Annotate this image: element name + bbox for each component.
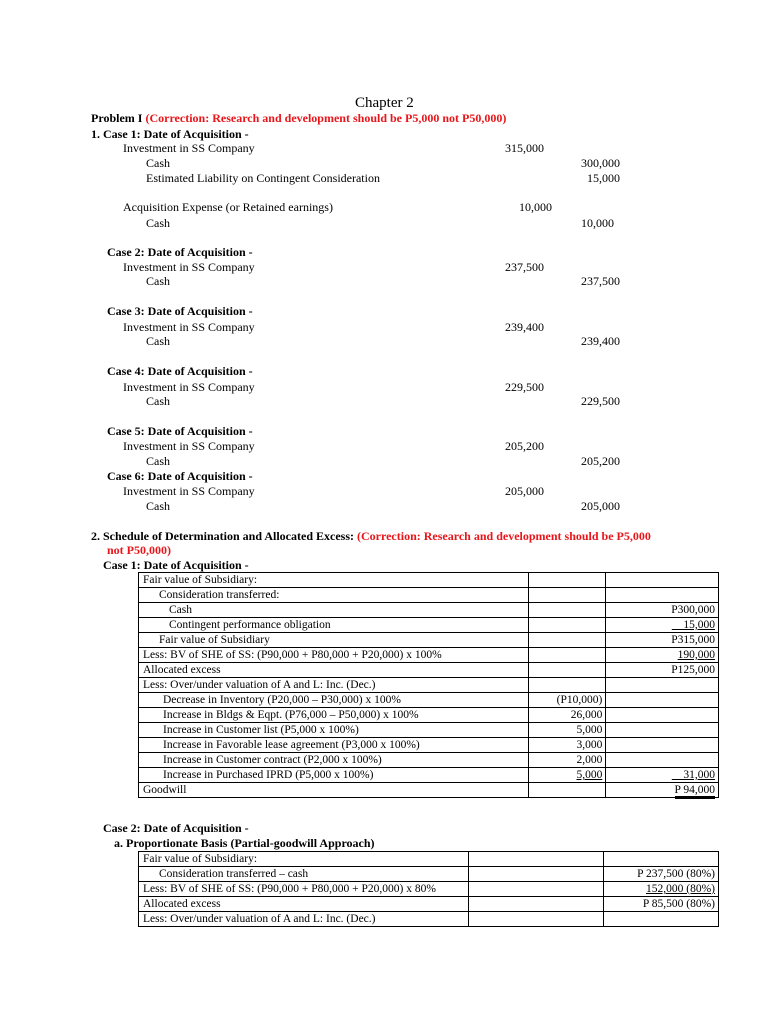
entry-account: Investment in SS Company [123, 380, 255, 394]
entry-credit: 10,000 [581, 216, 614, 230]
section-2-correction-cont: not P50,000) [107, 543, 171, 557]
section-1-heading: 1. Case 1: Date of Acquisition - [91, 127, 249, 141]
row-mid [528, 648, 606, 663]
table-row [139, 588, 719, 603]
table-row [139, 618, 719, 633]
row-mid [468, 867, 603, 882]
row-right: P 237,500 (80%) [604, 867, 719, 882]
row-right [604, 852, 719, 867]
goodwill-total: P 94,000 [675, 784, 715, 799]
row-right [606, 753, 719, 768]
entry-credit: 229,500 [581, 394, 620, 408]
section-2-correction: (Correction: Research and development should be P5,000 [357, 529, 651, 543]
row-mid: 26,000 [528, 708, 606, 723]
row-mid: 5,000 [528, 723, 606, 738]
entry-account: Cash [146, 499, 170, 513]
entry-account: Investment in SS Company [123, 260, 255, 274]
row-label: Goodwill [139, 783, 529, 798]
row-mid [528, 573, 606, 588]
row-label: Contingent performance obligation [139, 618, 529, 633]
entry-debit: 239,400 [505, 320, 544, 334]
row-mid [528, 633, 606, 648]
table-row [139, 603, 719, 618]
row-right [606, 588, 719, 603]
row-right [606, 693, 719, 708]
row-right: P125,000 [606, 663, 719, 678]
table-row [139, 867, 719, 882]
row-label: Allocated excess [139, 663, 529, 678]
entry-debit: 237,500 [505, 260, 544, 274]
row-mid [468, 912, 603, 927]
table-row [139, 897, 719, 912]
row-label: Fair value of Subsidiary [139, 633, 529, 648]
row-mid [528, 783, 606, 798]
case-subheading: a. Proportionate Basis (Partial-goodwill Approach) [114, 836, 375, 850]
row-label: Allocated excess [139, 897, 469, 912]
row-label: Less: BV of SHE of SS: (P90,000 + P80,000 + P20,000) x 80% [139, 882, 469, 897]
page-title: Chapter 2 [355, 95, 414, 111]
entry-debit: 205,200 [505, 439, 544, 453]
row-mid: 5,000 [528, 768, 606, 783]
row-right: 152,000 (80%) [604, 882, 719, 897]
row-label: Consideration transferred: [139, 588, 529, 603]
allocation-table-case1 [138, 572, 719, 798]
row-mid [528, 618, 606, 633]
table-row [139, 852, 719, 867]
table-row [139, 783, 719, 798]
row-mid: (P10,000) [528, 693, 606, 708]
row-label: Less: Over/under valuation of A and L: Inc. (Dec.) [139, 678, 529, 693]
case-heading: Case 4: Date of Acquisition - [107, 364, 253, 378]
entry-debit: 10,000 [519, 200, 552, 214]
row-label: Fair value of Subsidiary: [139, 852, 469, 867]
row-label: Increase in Favorable lease agreement (P3,000 x 100%) [139, 738, 529, 753]
entry-credit: 205,000 [581, 499, 620, 513]
row-right [606, 708, 719, 723]
entry-account: Investment in SS Company [123, 320, 255, 334]
row-mid [468, 882, 603, 897]
problem-heading [91, 111, 506, 125]
case-heading: Case 3: Date of Acquisition - [107, 304, 253, 318]
row-label: Cash [139, 603, 529, 618]
row-right: P315,000 [606, 633, 719, 648]
row-label: Less: BV of SHE of SS: (P90,000 + P80,000 + P20,000) x 100% [139, 648, 529, 663]
table-row [139, 663, 719, 678]
row-right [606, 738, 719, 753]
entry-debit: 205,000 [505, 484, 544, 498]
table-row [139, 678, 719, 693]
entry-account: Investment in SS Company [123, 439, 255, 453]
row-right: 190,000 [606, 648, 719, 663]
table-row [139, 882, 719, 897]
table-row [139, 633, 719, 648]
entry-account: Cash [146, 454, 170, 468]
entry-credit: 237,500 [581, 274, 620, 288]
row-right [604, 912, 719, 927]
table-row [139, 912, 719, 927]
case-heading: Case 1: Date of Acquisition - [103, 558, 249, 572]
section-2-label: 2. Schedule of Determination and Allocated Excess: [91, 529, 357, 543]
case-heading: Case 2: Date of Acquisition - [107, 245, 253, 259]
table-row [139, 693, 719, 708]
entry-debit: 229,500 [505, 380, 544, 394]
entry-account: Cash [146, 216, 170, 230]
row-label: Less: Over/under valuation of A and L: Inc. (Dec.) [139, 912, 469, 927]
problem-label: Problem I [91, 111, 146, 125]
row-right: P300,000 [606, 603, 719, 618]
problem-correction: (Correction: Research and development should be P5,000 not P50,000) [145, 111, 507, 125]
entry-account: Acquisition Expense (or Retained earnings) [123, 200, 333, 214]
table-row [139, 768, 719, 783]
entry-account: Cash [146, 334, 170, 348]
table-row [139, 708, 719, 723]
row-right: __15,000 [606, 618, 719, 633]
row-mid [528, 678, 606, 693]
entry-account: Estimated Liability on Contingent Consideration [146, 171, 380, 185]
row-label: Consideration transferred – cash [139, 867, 469, 882]
allocation-table-case2 [138, 851, 719, 927]
case-heading: Case 2: Date of Acquisition - [103, 821, 249, 835]
table-row [139, 573, 719, 588]
row-label: Increase in Bldgs & Eqpt. (P76,000 – P50,000) x 100% [139, 708, 529, 723]
row-label: Increase in Customer contract (P2,000 x 100%) [139, 753, 529, 768]
row-mid: 3,000 [528, 738, 606, 753]
entry-credit: 15,000 [587, 171, 620, 185]
entry-account: Cash [146, 394, 170, 408]
entry-account: Investment in SS Company [123, 484, 255, 498]
row-right: __31,000 [606, 768, 719, 783]
table-row [139, 738, 719, 753]
row-right: P 85,500 (80%) [604, 897, 719, 912]
row-mid [528, 588, 606, 603]
entry-credit: 239,400 [581, 334, 620, 348]
section-2-heading [91, 529, 651, 543]
row-label: Increase in Purchased IPRD (P5,000 x 100%) [139, 768, 529, 783]
row-mid [468, 852, 603, 867]
entry-debit: 315,000 [505, 141, 544, 155]
entry-account: Cash [146, 156, 170, 170]
row-label: Decrease in Inventory (P20,000 – P30,000) x 100% [139, 693, 529, 708]
entry-credit: 300,000 [581, 156, 620, 170]
row-mid [528, 603, 606, 618]
table-row [139, 723, 719, 738]
table-row [139, 648, 719, 663]
row-label: Increase in Customer list (P5,000 x 100%) [139, 723, 529, 738]
row-right [606, 573, 719, 588]
row-mid: 2,000 [528, 753, 606, 768]
entry-account: Investment in SS Company [123, 141, 255, 155]
entry-credit: 205,200 [581, 454, 620, 468]
row-label: Fair value of Subsidiary: [139, 573, 529, 588]
case-heading: Case 5: Date of Acquisition - [107, 424, 253, 438]
entry-account: Cash [146, 274, 170, 288]
row-right [606, 723, 719, 738]
row-mid [468, 897, 603, 912]
row-mid [528, 663, 606, 678]
table-row [139, 753, 719, 768]
row-right [606, 678, 719, 693]
case-heading: Case 6: Date of Acquisition - [107, 469, 253, 483]
